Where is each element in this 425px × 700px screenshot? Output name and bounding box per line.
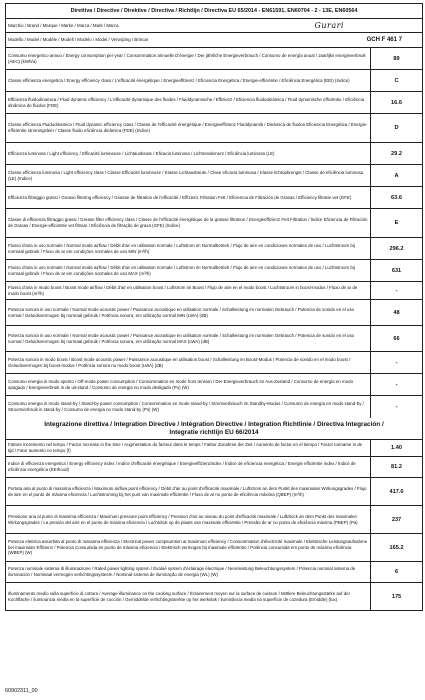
spec-value: - [370, 374, 422, 395]
spec-description [6, 583, 370, 610]
spec-value: 1.40 [370, 440, 422, 456]
spec-value: - [370, 352, 422, 373]
spec-description [6, 70, 370, 91]
spec-value: A [370, 165, 422, 186]
spec-description-text: Classe di efficienza filtraggio grassi / Grease filter efficiency class / Classe de l'efficacité énergétique de la graisse filtration / Energieeffizienz Fett Filtration / Índice Eficiencia de Filtración de Grasas / Energie-efficiëntie vet filtrare / Eficiência de filtração de graxa (GFE) (Indice) [8, 217, 368, 228]
spec-row [6, 92, 422, 114]
brand-label: Marchio / Brand / Marque / Marke / Marca / Mark / Marca [8, 22, 119, 28]
spec-description-text: Indice di efficienza energetica / Energy efficiency index / Indice d'efficacité énergétique / Energieeffizienzindex / Índice de eficiencia energética / Energie efficiëntie index / Índice de eficiência energética (EEIhood) [8, 461, 356, 472]
integration-header-line2: Integratie richtlijn EU 66/2014 [169, 428, 259, 436]
spec-value: - [370, 282, 422, 299]
spec-row [6, 114, 422, 143]
spec-row [6, 48, 422, 70]
spec-value: C [370, 70, 422, 91]
spec-description-text: Flusso d'aria in uso normale / Normal mode airflow / Débit d'air en utilisation normale / Luftstrom im Normalbetrieb / Flujo de aire en condiciones normales de uso / Luchtstroom bij normaal gebruik / Fluxo de ar em condições normales de uso MAX (m³/h) [8, 264, 355, 276]
spec-row [6, 282, 422, 300]
spec-description-text: Pressione aria al punto di massima efficienza / Maximum pressure point efficiency / Pression d'air au niveau du point d'efficacité maximale / Luftdruck an dem Punkt des maximalen Wirkungsgrades / La presión del aire en el punto de máxima eficiencia / Luchtdruk op de plaats van maximale efficiëntie / Pressão de ar no ponto de eficiência máxima (PBEP) (Pa) [8, 513, 358, 525]
model-value: GCH F 461 7 [366, 37, 402, 43]
spec-row [6, 583, 422, 610]
spec-row [6, 562, 422, 583]
spec-description-text: Flusso d'aria in modo boost / Boost mode airflow / Débit d'air en utilisation boost / Luftstrom im Boost / Flujo de aire en el modo boost / Luchtstroom in boost-modus / Fluxo de ar de modo boost (m³/h) [8, 284, 358, 296]
spec-description [6, 114, 370, 142]
energy-data-sheet [5, 3, 423, 611]
spec-row [6, 478, 422, 506]
brand-row [6, 19, 422, 33]
spec-row [6, 440, 422, 457]
spec-description [6, 48, 370, 69]
spec-row [6, 326, 422, 352]
spec-row [6, 187, 422, 209]
integration-header-line1: Integrazione direttiva / Integration Directive / Intégration Directive / Integration Richtlinie / Directiva Integración / [44, 421, 384, 428]
spec-value: D [370, 114, 422, 142]
spec-description-text: Efficienza filtraggio grassi / Grease filtering efficiency / Graisse de filtration de l'efficacité / Effizienz Filtration Fett / Eficiencia de Filtración de Grasas / Efficiency filtratie vet (GFE) [8, 194, 352, 200]
spec-description [6, 352, 370, 373]
spec-row [6, 209, 422, 238]
spec-description-text: Classe efficienza Fluidodinamica / Fluid dynamic efficiency class / Classe de l'efficacité énergétique / Energieeffizienz Fluiddynamik / Dinámica de fluidos Eficiencia Energética / Energie-efficiëntie stromingsleer / Classe fluido eficiência dinâmica (FDE) (Indice) [8, 122, 368, 133]
spec-value: 175 [370, 583, 422, 610]
spec-row [6, 534, 422, 562]
spec-description [6, 300, 370, 325]
spec-description [6, 478, 370, 505]
spec-description-text: Consumo energia in modo spento / Off-mode power consumption / Consommation en mode hors tension / Der Energieverbrauch im Aus-Zustand / Consumo de energía en modo apagado / Energieverbruik in de uit-stand / Consumo de energia no modo desligado (Po) (W) [8, 378, 354, 390]
spec-row [6, 374, 422, 396]
spec-description-text: Potenza sonora in uso normale / Normal mode acoustic power / Puissance acoustique en utilisation normale / Schalleistung im normalen Gebrauch / Potencia de sonido en el uso normal / Geluidsvermogen bij normaal gebruik / Potência sonora, em utilização normal MAX (LWA) (dB) [8, 332, 355, 344]
spec-description [6, 326, 370, 351]
spec-description-text: Efficienza luminosa / Light efficiency / Efficacité lumineuse / Lichtausbeute / Eficacia luminosa / Lichtrendement / Eficiência luminosa (LE) [8, 150, 275, 156]
spec-row [6, 238, 422, 260]
brand-logo [216, 19, 422, 32]
spec-row [6, 396, 422, 418]
directive-title-row [6, 4, 422, 19]
integration-directive-header [6, 418, 422, 440]
spec-value: 296.2 [370, 238, 422, 259]
spec-description [6, 534, 370, 561]
spec-description-text: Consumo energia in modo stand-by / Stand-by power consumption / Consommation en mode stand-by / Stromverbrauch im Standby-Modus / Consumo de energía en modo stand-by / Stroomverbruik in stand-by / Consumo de energia no modo stand-by (Ps) (W) [8, 401, 364, 412]
spec-description-text: Flusso d'aria in uso normale / Normal mode airflow / Débit d'air en utilisation normale / Luftstrom im Normalbetrieb / Flujo de aire en condiciones normales de uso / Luchtstroom bij normaal gebruik / Fluxo de ar em condições normales de uso MIN (m³/h) [8, 242, 355, 254]
spec-description-text: Potenza elettrica assorbita al punto di massima efficienza / Electrical power compsumtion at maximum efficiency / Consommation d'électricité maximale / Elektrische Leistungsaufnahme bei maximaler Effizienz / Potencia Consumida en punto de máxima eficiencia / Elektrisch vermogen bij maximale efficiëntie / Potência consumida em ponto de máxima eficiência (WBEP) (W) [8, 539, 368, 556]
spec-value: E [370, 209, 422, 237]
spec-description [6, 187, 370, 208]
spec-row [6, 300, 422, 326]
spec-description [6, 457, 370, 477]
spec-row [6, 352, 422, 374]
spec-description [6, 238, 370, 259]
spec-value: 16.6 [370, 92, 422, 113]
spec-description-text: Classe efficienza luminosa / Light efficiency class / Classe Efficacité lumineuse / Klasse Lichtausbeute / Clase eficacia luminosa / Klasse lichtopbrengst / Classe de eficiência luminosa (LE) (Indice) [8, 169, 364, 181]
spec-value: - [370, 396, 422, 418]
spec-description [6, 209, 370, 237]
spec-row [6, 165, 422, 187]
spec-value: 66 [370, 326, 422, 351]
spec-row [6, 143, 422, 165]
spec-description-text: Fattore incremento nel tempo / Factor increase in the time / Augmentation du facteur dans le temps / Faktor Zunahme der Zeit / Aumento de factor en el tiempo / Factor toename in de tijd / Fator aumento no tempo (f) [8, 442, 363, 453]
spec-description-text: Potenza sonora in uso normale / Normal mode acoustic power / Puissance acoustique en utilisation normale / Schalleistung im normalen Gebrauch / Potencia de sonido en el uso normal / Geluidsvermogen bij normaal gebruik / Potência sonora, em utilização normal MIN (LWA) (dB) [8, 306, 355, 318]
spec-row [6, 506, 422, 534]
brand-logo-text: Gurari [314, 21, 344, 30]
spec-description-text: Potenza sonora in modo boost / Boost mode acoustic power / Puissance acoustique en utilisation boost / Schalleistung im Boost-Modus / Potencia de sonido en el modo boost / Geluidsvermogen bij boost-modus / Potência sonora no modo boost (LWA) (dB) [8, 356, 351, 368]
model-label: Modello / Model / Modèle / Modell / Modelo / Model / Verwijzing / Brincar [8, 37, 149, 43]
spec-description-text: Classe efficienza energetica / Energy efficiency class / L'efficacité énergétique / Energieeffizienz / Eficiencia Energética / Energie-efficiëntie / Eficiência Energética (EEI) (Indice) [8, 77, 350, 83]
spec-description [6, 260, 370, 281]
model-row [6, 33, 422, 48]
spec-description-text: Consumo energetico annuo / Energy consumption per year / Consommation annuelle D'énergie / Der jährliche Energieverbrauch / Consumo de energía anual / Jaarlijks energieverbruik (AEC) (kWh/a) [8, 52, 366, 64]
spec-description [6, 92, 370, 113]
spec-description-text: Illuminamento medio sulla superficie di cottura / Average illuminance on the cooking surface / Éclairement moyen sur la surface de cuisson / Mittlere Beleuchtungsstärke auf der Kochfläche / iluminancia media en la superficie de cocción / Gemiddelde verlichtingssterkte op het werkvlak / iluminância media na superfície de cozedura (Emiddle) (lux) [8, 590, 351, 602]
spec-row [6, 457, 422, 478]
spec-description [6, 562, 370, 582]
spec-value: 6 [370, 562, 422, 582]
spec-value: 89 [370, 48, 422, 69]
spec-description [6, 440, 370, 456]
spec-value: 165.2 [370, 534, 422, 561]
spec-description [6, 396, 370, 418]
spec-value: 417.6 [370, 478, 422, 505]
spec-row [6, 70, 422, 92]
spec-row [6, 260, 422, 282]
document-code: 60902311_00 [5, 688, 38, 694]
spec-value: 48 [370, 300, 422, 325]
spec-description-text: Potenza nominale sistema di illuminazione / Rated power lighting system / Évalué system d'éclairage électrique / Nennleistung Beleuchtungssystem / Potencia nominal sistema de iluminación / Nominaal vermogen verlichtingssysteem / Nominal sistema de iluminação de energia (WL) (W) [8, 566, 356, 577]
spec-description [6, 506, 370, 533]
spec-description [6, 282, 370, 299]
spec-description-text: Portata aria al punto di massima efficienza / Maximum airflow point efficiency / Débit d'air au point d'efficacité maximale / Luftstrom an dem Punkt des maximalen Wirkungsgrades / Flujo de aire en el punto de máxima eficiencia / Luchtstroming bij het punt van maximale efficiëntie / Fluxo de ar no ponto de eficiência máxima (QBEP) (m³/h) [8, 485, 367, 497]
spec-description-text: Efficienza fluidodinamica / Fluid dynamic efficiency / L'efficacité dynamique des fluides / Fluiddynamische / Effizienz / Eficiencia fluidodinámica / Fluid dynamische efficiëntie / Eficiência dinâmica de fluidos (FDE) [8, 96, 365, 108]
spec-value: 63.6 [370, 187, 422, 208]
spec-description [6, 143, 370, 164]
spec-description [6, 165, 370, 186]
spec-value: 29.2 [370, 143, 422, 164]
spec-value: 81.2 [370, 457, 422, 477]
spec-value: 237 [370, 506, 422, 533]
spec-value: 631 [370, 260, 422, 281]
spec-description [6, 374, 370, 395]
directive-title: Direttiva / Directive / Direktive / Directiva / Richtlijn / Directiva EU 65/2014 - EN61591, EN60704 - 2 - 13E, EN60564 [70, 8, 358, 14]
